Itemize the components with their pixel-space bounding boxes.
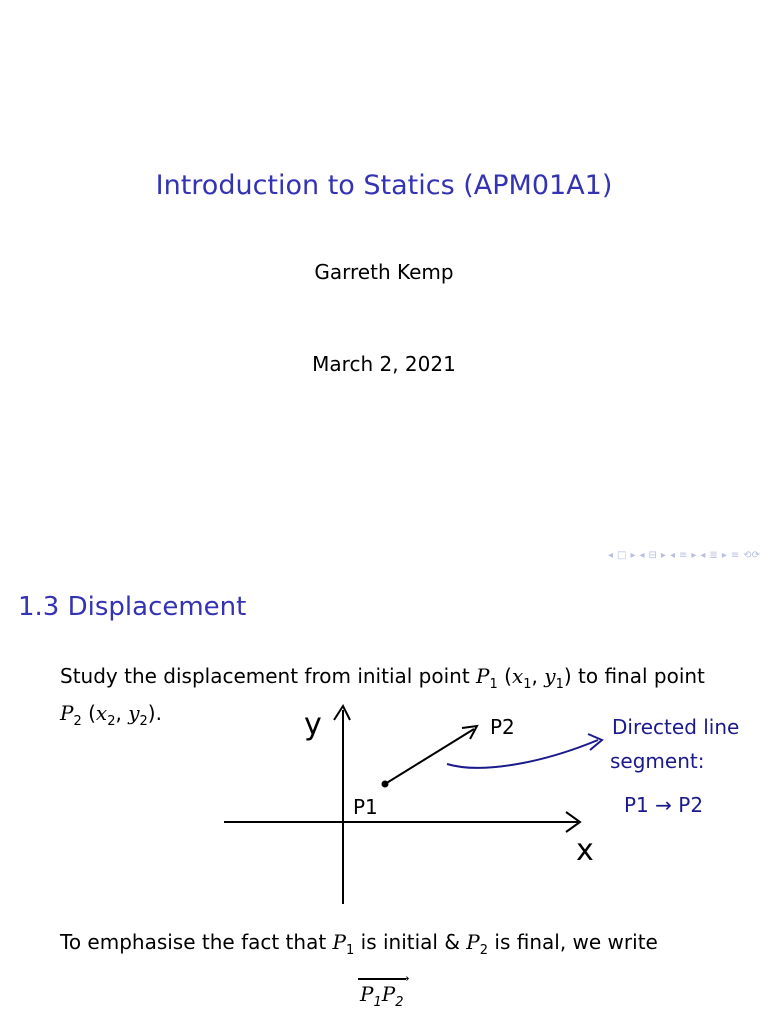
point-p1-label: P1 (353, 795, 378, 819)
nav-next-icon[interactable]: ▸ (721, 550, 727, 561)
y-axis-label: y (304, 707, 322, 742)
intro-text-b: to final point (571, 664, 705, 688)
intro-text-a: Study the displacement from initial point (60, 664, 477, 688)
x-axis-label: x (576, 833, 594, 868)
vector-overline (358, 978, 406, 980)
author-name: Garreth Kemp (314, 260, 454, 284)
emphasis-paragraph: To emphasise the fact that $P_1$ is initial & $P_2$ is final, we write (60, 930, 658, 958)
nav-search-icon[interactable]: ⟲⟳ (743, 550, 760, 561)
annotation-curve (447, 740, 598, 768)
nav-next-icon[interactable]: ▸ (630, 550, 636, 561)
nav-prev-icon[interactable]: ◂ (607, 550, 613, 561)
emphasis-text-b: is initial & (354, 930, 467, 954)
nav-prev-icon[interactable]: ◂ (639, 550, 645, 561)
intro-text-c: . (155, 701, 162, 725)
annotation-line-2: segment: (610, 749, 705, 773)
frame-title: 1.3 Displacement (18, 592, 247, 622)
presentation-date: March 2, 2021 (312, 352, 456, 376)
nav-subsection-icon[interactable]: ⊟ (648, 550, 657, 561)
displacement-slide (0, 512, 768, 1024)
displacement-vector (385, 729, 474, 784)
emphasis-text-c: is final, we write (488, 930, 658, 954)
presentation-title: Introduction to Statics (APM01A1) (155, 170, 613, 201)
nav-prev-icon[interactable]: ◂ (669, 550, 675, 561)
nav-next-icon[interactable]: ▸ (691, 550, 697, 561)
nav-menu-icon[interactable]: ≡ (730, 550, 740, 561)
vector-arrow-head-icon: → (400, 972, 410, 985)
emphasis-text-a: To emphasise the fact that (60, 930, 333, 954)
nav-document-icon[interactable]: ≣ (709, 550, 718, 561)
nav-frame-icon[interactable]: □ (617, 550, 627, 561)
vector-notation: → $P_1P_2$ (360, 972, 410, 1010)
intro-paragraph: Study the displacement from initial point $P_1$ ($x_1$, $y_1$) to final point $P_2$ ($x_2$, $y_2$). (60, 664, 705, 729)
annotation-line-3: P1 → P2 (624, 793, 704, 817)
nav-section-icon[interactable]: ≡ (678, 550, 688, 561)
annotation-line-1: Directed line (612, 715, 740, 739)
nav-next-icon[interactable]: ▸ (660, 550, 666, 561)
nav-prev-icon[interactable]: ◂ (700, 550, 706, 561)
point-p2-label: P2 (490, 715, 515, 739)
